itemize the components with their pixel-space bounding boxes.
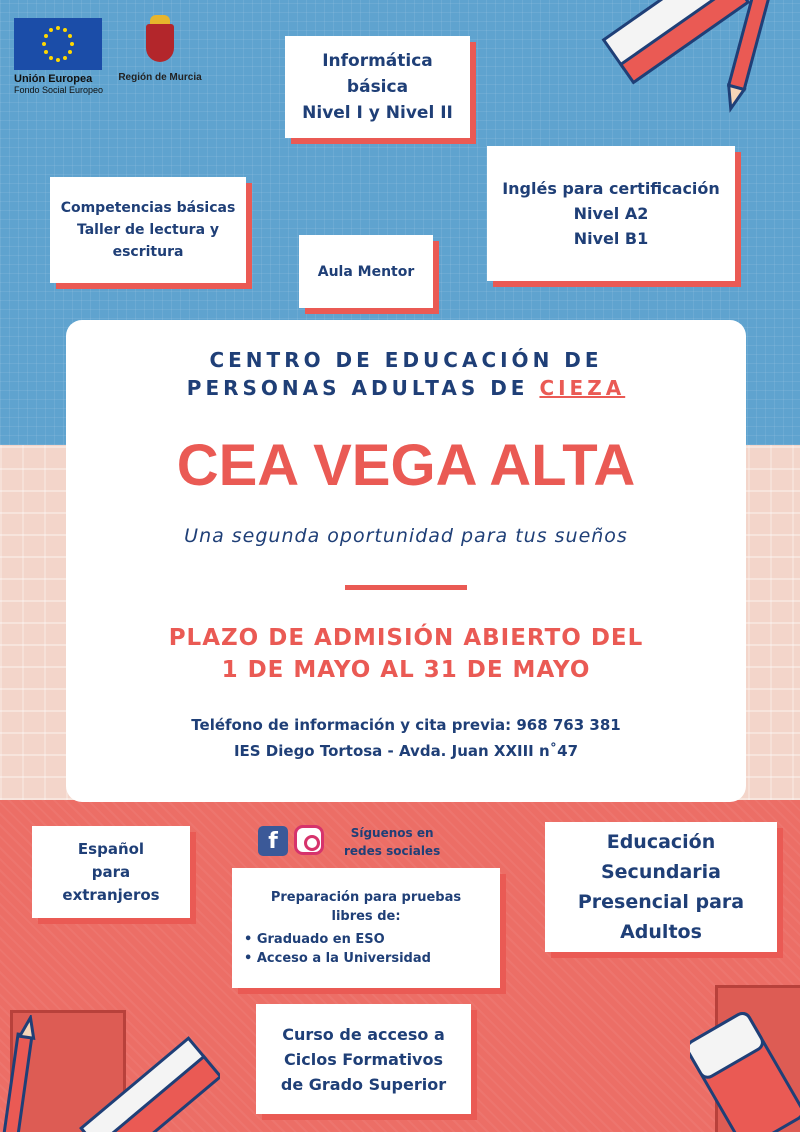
instagram-icon[interactable] [294,825,324,855]
card-line: de Grado Superior [280,1074,447,1094]
center-subtitle [66,346,746,402]
book-pencil-illustration-bottom-left [0,1015,220,1132]
social-label [344,824,440,860]
card-line: Taller de lectura y [76,222,220,238]
contact-phone: Teléfono de información y cita previa: 968 763 381 [191,716,621,734]
page-title: CEA VEGA ALTA [176,433,636,498]
main-panel [66,320,746,802]
card-line: para [91,862,131,881]
card-line: Ciclos Formativos [284,1049,443,1069]
card-aula-mentor [299,235,433,308]
card-line: libres de: [331,909,401,924]
murcia-logo [115,24,205,83]
eu-flag-icon [14,18,102,70]
contact-address: IES Diego Tortosa - Avda. Juan XXIII n˚47 [233,742,579,760]
card-line: Nivel I y Nivel II [302,103,453,123]
eu-name: Unión Europea [14,73,93,85]
card-ciclos [256,1004,471,1114]
card-line: Informática [322,51,433,71]
prep-list [244,930,431,968]
social-links [258,822,448,862]
card-secundaria [545,822,777,952]
card-line: Secundaria [600,861,721,883]
admission-deadline [66,622,746,686]
tagline: Una segunda oportunidad para tus sueños [184,525,628,547]
card-competencias [50,177,246,283]
card-line: Presencial para [577,891,745,913]
list-item: • Acceso a la Universidad [244,949,431,968]
card-line: básica [346,77,409,97]
card-line: Preparación para pruebas [270,890,462,905]
card-line: Nivel B1 [573,229,649,248]
facebook-icon[interactable]: f [258,826,288,856]
eraser-illustration [690,1000,800,1132]
list-item: • Graduado en ESO [244,930,431,949]
social-label-line1: Síguenos en [350,826,434,840]
contact-info [66,712,746,764]
deadline-line2: 1 DE MAYO AL 31 DE MAYO [221,657,591,683]
card-line: Adultos [620,921,702,943]
card-line: Competencias básicas [60,200,236,216]
card-preparacion [232,868,500,988]
card-line: escritura [112,244,184,260]
subtitle-line1: CENTRO DE EDUCACIÓN DE [209,348,603,372]
book-pencil-illustration-top [590,0,800,130]
card-line: Nivel A2 [573,204,649,223]
card-espanol [32,826,190,918]
card-ingles [487,146,735,281]
murcia-name: Región de Murcia [118,72,202,83]
card-line: Aula Mentor [317,263,415,280]
social-label-line2: redes sociales [344,844,441,858]
eu-logo [14,18,104,95]
card-line: extranjeros [62,885,160,904]
divider [345,585,467,590]
card-informatica [285,36,470,138]
card-line: Español [77,839,145,858]
eu-fund-name: Fondo Social Europeo [14,85,104,95]
subtitle-line2: PERSONAS ADULTAS DE [186,376,540,400]
card-line: Inglés para certificación [502,179,720,198]
city-name: CIEZA [539,376,626,400]
deadline-line1: PLAZO DE ADMISIÓN ABIERTO DEL [168,625,644,651]
card-line: Curso de acceso a [282,1024,445,1044]
card-line: Educación [606,831,716,853]
murcia-shield-icon [146,24,174,62]
